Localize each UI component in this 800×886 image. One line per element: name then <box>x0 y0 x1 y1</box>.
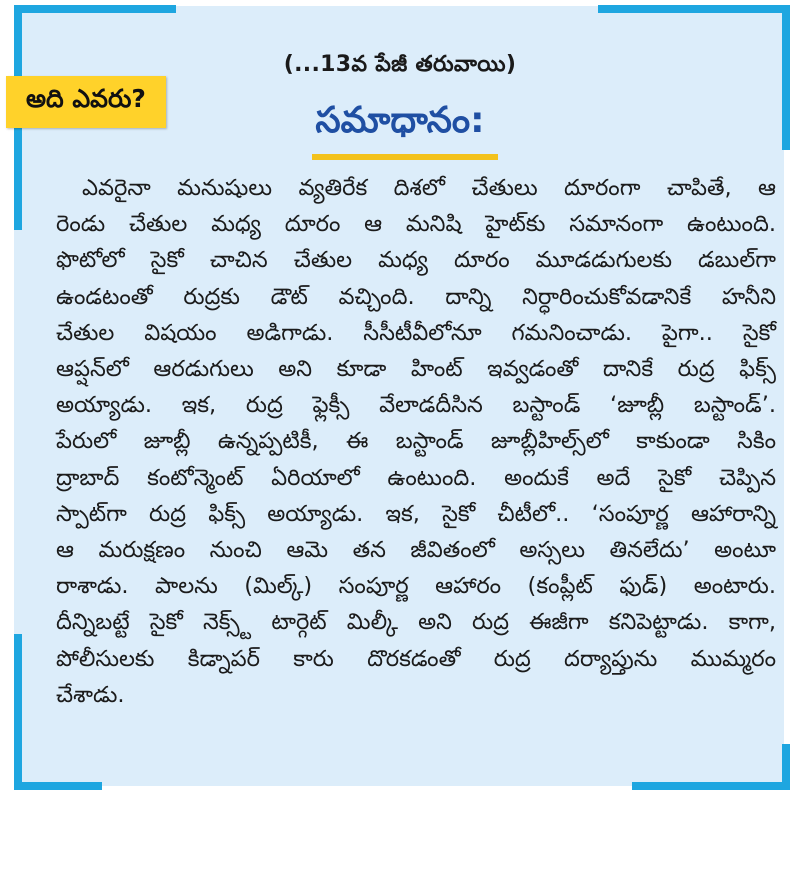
body-line: దీన్నిబట్టే సైకో నెక్స్ట్ టార్గెట్ మిల్కీ అని రుద్ర ఈజీగా కనిపెట్టాడు. కాగా, <box>56 609 776 636</box>
frame-corner-bottom-left-vertical <box>14 634 22 790</box>
body-line: ఉండటంతో రుద్రకు డౌట్ వచ్చింది. దాన్ని నిర్ధారించుకోవడానికే హనీని <box>56 283 776 310</box>
frame-corner-bottom-right <box>632 782 790 790</box>
body-line: పేరులో జూబ్లీ ఉన్నప్పటికీ, ఈ బస్టాండ్ జూబ్లీహిల్స్‌లో కాకుండా సికిం <box>56 428 776 455</box>
body-line: రాశాడు. పాలను (మిల్క్) సంపూర్ణ ఆహారం (కంప్లీట్ ఫుడ్) అంటారు. <box>56 573 776 600</box>
answer-heading: సమాధానం: <box>315 100 485 141</box>
body-line: అయ్యాడు. ఇక, రుద్ర ఫ్లెక్సీ వేలాడదీసిన బస్టాండ్ ‘జూబ్లీ బస్టాండ్’. <box>56 392 776 419</box>
body-line: ఫొటోలో సైకో చాచిన చేతుల మధ్య దూరం మూడడుగులకు డబుల్‌గా <box>56 247 776 274</box>
body-line: ఆప్షన్‌లో ఆరడుగులు అని కూడా హింట్ ఇవ్వడంతో దానికే రుద్ర ఫిక్స్ <box>56 356 776 383</box>
body-line: చేశాడు. <box>56 681 125 708</box>
body-line: రెండు చేతుల మధ్య దూరం ఆ మనిషి హైట్‌కు సమానంగా ఉంటుంది. <box>56 211 776 238</box>
body-line: పోలీసులకు కిడ్నాపర్ కారు దొరకడంతో రుద్ర దర్యాప్తును ముమ్మరం <box>56 645 776 672</box>
body-line: ఎవరైనా మనుషులు వ్యతిరేక దిశలో చేతులు దూరంగా చాపితే, ఆ <box>82 175 776 201</box>
frame-corner-bottom-left <box>14 782 102 790</box>
frame-corner-top-right <box>598 5 790 13</box>
answer-body <box>56 170 776 713</box>
continued-from-note: (...13వ పేజీ తరువాయి) <box>283 52 517 77</box>
body-line: స్పాట్‌గా రుద్ర ఫిక్స్ అయ్యాడు. ఇక, సైకో చీటీలో.. ‘సంపూర్ణ ఆహారాన్ని <box>56 500 776 527</box>
body-line: ఆ మరుక్షణం నుంచి ఆమె తన జీవితంలో అస్సలు తినలేదు’ అంటూ <box>56 537 776 564</box>
body-line: చేతుల విషయం అడిగాడు. సీసీటీవీలోనూ గమనించాడు. పైగా.. సైకో <box>56 319 776 346</box>
section-badge: అది ఎవరు? <box>6 76 166 128</box>
heading-underline <box>312 154 498 160</box>
frame-corner-top-left <box>14 5 176 13</box>
body-line: ద్రాబాద్ కంటోన్మెంట్ ఏరియాలో ఉంటుంది. అందుకే అదే సైకో చెప్పిన <box>56 464 776 491</box>
frame-corner-bottom-right-vertical <box>782 744 790 790</box>
